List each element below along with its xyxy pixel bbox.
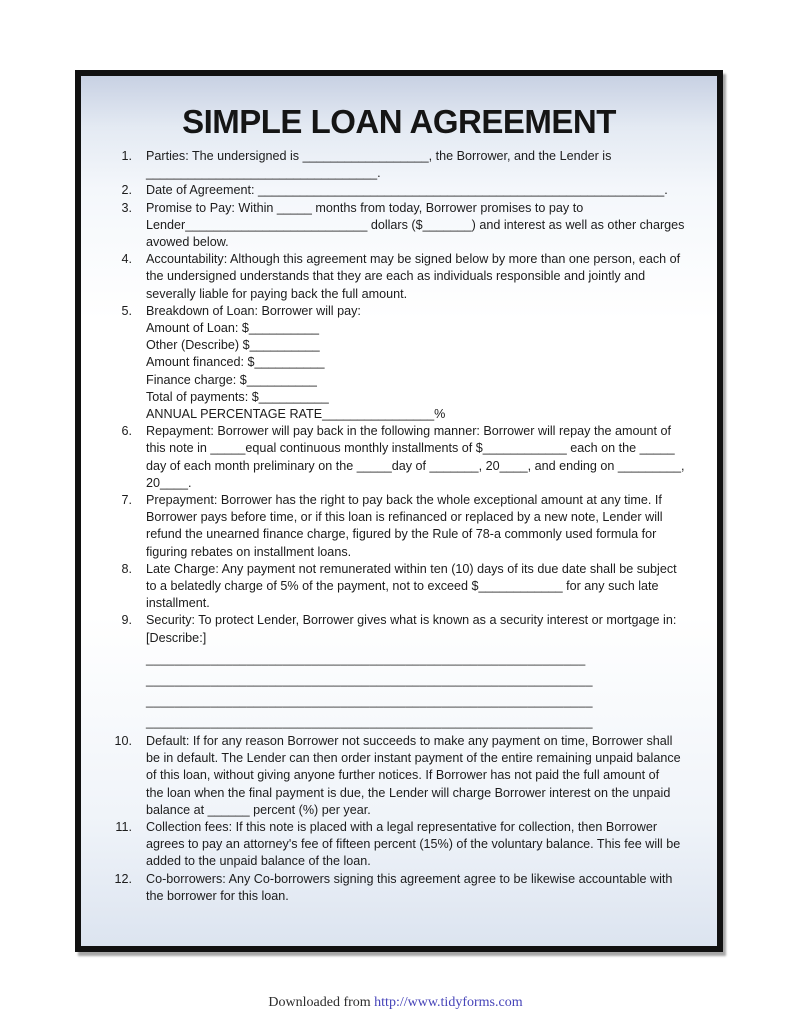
item-number: 7. <box>121 493 132 508</box>
agreement-item-12 <box>81 871 717 905</box>
item-number: 3. <box>121 200 132 215</box>
item-line: Promise to Pay: Within _____ months from today, Borrower promises to pay to <box>146 200 584 215</box>
item-number: 6. <box>121 424 132 439</box>
agreement-item-9 <box>81 612 717 732</box>
write-in-line: ______________________________________________________________ <box>146 672 593 687</box>
write-in-line: _____________________________________________________________ <box>146 651 586 666</box>
item-line: Parties: The undersigned is __________________, the Borrower, and the Lender is <box>146 149 612 163</box>
agreement-frame <box>75 70 723 952</box>
item-line: refund the unearned finance charge, figured by the Rule of 78-a commonly used formula for <box>146 527 657 542</box>
write-in-lines <box>146 649 717 733</box>
footer-text: Downloaded from <box>268 995 375 1010</box>
item-line: added to the unpaid balance of the loan. <box>146 854 371 869</box>
item-body <box>146 561 717 613</box>
agreement-item-1 <box>81 148 717 182</box>
agreement-item-5 <box>81 303 717 423</box>
item-body <box>146 612 717 732</box>
item-line: the borrower for this loan. <box>146 888 289 903</box>
write-in-line: ______________________________________________________________ <box>146 693 593 708</box>
agreement-item-6 <box>81 423 717 492</box>
item-line: Repayment: Borrower will pay back in the following manner: Borrower will repay the amount of <box>146 424 671 439</box>
agreement-item-11 <box>81 819 717 871</box>
item-line: Finance charge: $__________ <box>146 372 317 387</box>
item-body <box>146 182 717 199</box>
agreement-item-2 <box>81 182 717 199</box>
item-line: avowed below. <box>146 235 229 250</box>
agreement-item-8 <box>81 561 717 613</box>
item-number: 10. <box>114 733 132 748</box>
footer-link[interactable]: http://www.tidyforms.com <box>374 995 523 1010</box>
item-body <box>146 200 717 252</box>
item-line: installment. <box>146 596 210 611</box>
item-body <box>146 148 717 182</box>
write-in-line: ______________________________________________________________ <box>146 714 593 729</box>
item-number: 4. <box>121 252 132 267</box>
item-line: Late Charge: Any payment not remunerated within ten (10) days of its due date shall be subject <box>146 561 677 576</box>
item-number: 8. <box>121 561 132 576</box>
item-line: of this loan, without giving anyone further notices. If Borrower has not paid the full amount of <box>146 768 660 783</box>
item-body <box>146 871 717 905</box>
item-line: Lender__________________________ dollars ($_______) and interest as well as other charges <box>146 217 685 232</box>
item-body <box>146 733 717 819</box>
item-line: day of each month preliminary on the _____day of _______, 20____, and ending on _________, <box>146 458 685 473</box>
item-line: the loan when the final payment is due, the Lender will charge Borrower interest on the unpaid <box>146 785 671 800</box>
item-line: balance at ______ percent (%) per year. <box>146 802 371 817</box>
item-line: the undersigned understands that they are each as individuals responsible and jointly and <box>146 269 646 284</box>
item-line: [Describe:] <box>146 630 207 645</box>
agreement-item-3 <box>81 200 717 252</box>
agreement-item-4 <box>81 251 717 303</box>
item-line: Collection fees: If this note is placed with a legal representative for collection, then Borrower <box>146 819 658 834</box>
item-body <box>146 492 717 561</box>
item-line: Accountability: Although this agreement may be signed below by more than one person, each of <box>146 252 681 267</box>
footer <box>0 995 791 1011</box>
item-line: severally liable for paying back the full amount. <box>146 286 408 301</box>
item-body <box>146 251 717 303</box>
item-line: Amount financed: $__________ <box>146 355 325 370</box>
item-line: be in default. The Lender can then order instant payment of the entire remaining unpaid balance <box>146 751 681 766</box>
item-line: Other (Describe) $__________ <box>146 338 320 353</box>
item-body <box>146 819 717 871</box>
item-number: 1. <box>121 149 132 163</box>
item-number: 9. <box>121 613 132 628</box>
item-line: ANNUAL PERCENTAGE RATE________________% <box>146 407 446 422</box>
item-line: to a belatedly charge of 5% of the payment, not to exceed $____________ for any such late <box>146 579 659 594</box>
item-line: agrees to pay an attorney's fee of fifteen percent (15%) of the voluntary balance. This fee will be <box>146 837 681 852</box>
item-line: figuring rebates on installment loans. <box>146 544 352 559</box>
agreement-item-10 <box>81 733 717 819</box>
document-title: SIMPLE LOAN AGREEMENT <box>182 103 616 140</box>
item-number: 11. <box>115 819 132 834</box>
item-line: Security: To protect Lender, Borrower gives what is known as a security interest or mortgage in: <box>146 613 677 628</box>
item-line: this note in _____equal continuous monthly installments of $____________ each on the _____ <box>146 441 675 456</box>
agreement-list <box>81 148 717 905</box>
agreement-item-7 <box>81 492 717 561</box>
item-number: 5. <box>121 303 132 318</box>
item-line: Amount of Loan: $__________ <box>146 321 319 336</box>
item-line: Default: If for any reason Borrower not succeeds to make any payment on time, Borrower shall <box>146 733 673 748</box>
item-line: Breakdown of Loan: Borrower will pay: <box>146 303 361 318</box>
item-line: Borrower pays before time, or if this loan is refinanced or replaced by a new note, Lender will <box>146 510 663 525</box>
item-line: _________________________________. <box>146 166 381 181</box>
item-number: 12. <box>114 871 132 886</box>
item-line: 20____. <box>146 475 192 490</box>
item-line: Total of payments: $__________ <box>146 389 329 404</box>
item-number: 2. <box>121 183 132 198</box>
item-line: Prepayment: Borrower has the right to pay back the whole exceptional amount at any time. If <box>146 493 662 508</box>
item-body <box>146 303 717 423</box>
item-body <box>146 423 717 492</box>
item-line: Co-borrowers: Any Co-borrowers signing this agreement agree to be likewise accountable with <box>146 871 673 886</box>
item-line: Date of Agreement: __________________________________________________________. <box>146 183 668 198</box>
